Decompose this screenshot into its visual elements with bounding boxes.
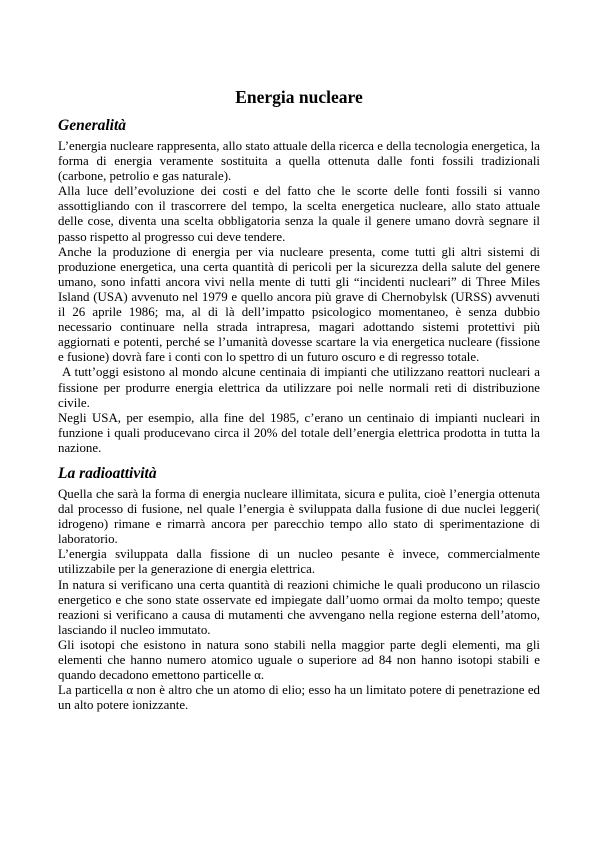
document-page bbox=[58, 87, 544, 722]
paragraph: Gli isotopi che esistono in natura sono stabili nella maggior parte degli elementi, ma gli elementi che hanno numero atomico uguale o superiore ad 84 non hanno isotopi stabili e quando decadono emettono particelle α. bbox=[58, 637, 540, 683]
paragraph: Quella che sarà la forma di energia nucleare illimitata, sicura e pulita, cioè l’energia ottenuta dal processo di fusione, nel quale l’energia è sviluppata dalla fusione di due nuclei leggeri( idrogeno) rimane e rimarrà ancora per parecchio tempo allo stato di sperimentazione di laboratorio. bbox=[58, 486, 540, 547]
paragraph: Alla luce dell’evoluzione dei costi e del fatto che le scorte delle fonti fossili si vanno assottigliando con il trascorrere del tempo, la scelta energetica nucleare, allo stato attuale delle cose, diventa una scelta obbligatoria senza la quale il genere umano dovrà segnare il passo rispetto al progresso cui deve tendere. bbox=[58, 184, 540, 244]
paragraph: Negli USA, per esempio, alla fine del 1985, c’erano un centinaio di impianti nucleari in funzione i quali producevano circa il 20% del totale dell’energia elettrica prodotta in tutta la nazione. bbox=[58, 410, 540, 455]
paragraph: In natura si verificano una certa quantità di reazioni chimiche le quali producono un rilascio energetico e che sono state osservate ed impiegate dall’uomo ormai da molto tempo; queste reazioni si verificano a causa di mutamenti che avvengano nella regione esterna dell’atomo, lasciando il nucleo immutato. bbox=[58, 577, 540, 637]
paragraph: Anche la produzione di energia per via nucleare presenta, come tutti gli altri sistemi di produzione energetica, una certa quantità di pericoli per la sicurezza della salute del genere umano, sono infatti ancora vivi nella mente di tutti gli “incidenti nucleari” di Three Miles Island (USA) avvenuto nel 1979 e quello ancora più grave di Chernobylsk (URSS) avvenuti il 26 aprile 1986; ma, al di là dell’impatto psicologico momentaneo, è senza dubbio necessario continuare nella strada intrapresa, magari adottando sistemi protettivi più aggiornati e potenti, perché se l’umanità dovesse scartare la via energetica nucleare (fissione e fusione) dovrà fare i conti con lo spettro di un futuro oscuro e di regresso totale. bbox=[58, 244, 540, 365]
section-generalita bbox=[58, 117, 544, 456]
section-heading: Generalità bbox=[58, 117, 127, 134]
paragraph: L’energia nucleare rappresenta, allo stato attuale della ricerca e della tecnologia energetica, la forma di energia veramente sostituita a quella ottenuta dalle fonti fossili tradizionali (carbone, petrolio e gas naturale). bbox=[58, 139, 540, 184]
paragraph: L’energia sviluppata dalla fissione di un nucleo pesante è invece, commercialmente utilizzabile per la generazione di energia elettrica. bbox=[58, 547, 540, 577]
section-heading: La radioattività bbox=[58, 464, 157, 482]
paragraph: A tutt’oggi esistono al mondo alcune centinaia di impianti che utilizzano reattori nucleari a fissione per produrre energia elettrica da utilizzare poi nelle normali reti di distribuzione civile. bbox=[58, 365, 544, 410]
section-radioattivita bbox=[58, 465, 540, 713]
paragraph: La particella α non è altro che un atomo di elio; esso ha un limitato potere di penetrazione ed un alto potere ionizzante. bbox=[58, 683, 540, 713]
document-title: Energia nucleare bbox=[235, 87, 363, 107]
